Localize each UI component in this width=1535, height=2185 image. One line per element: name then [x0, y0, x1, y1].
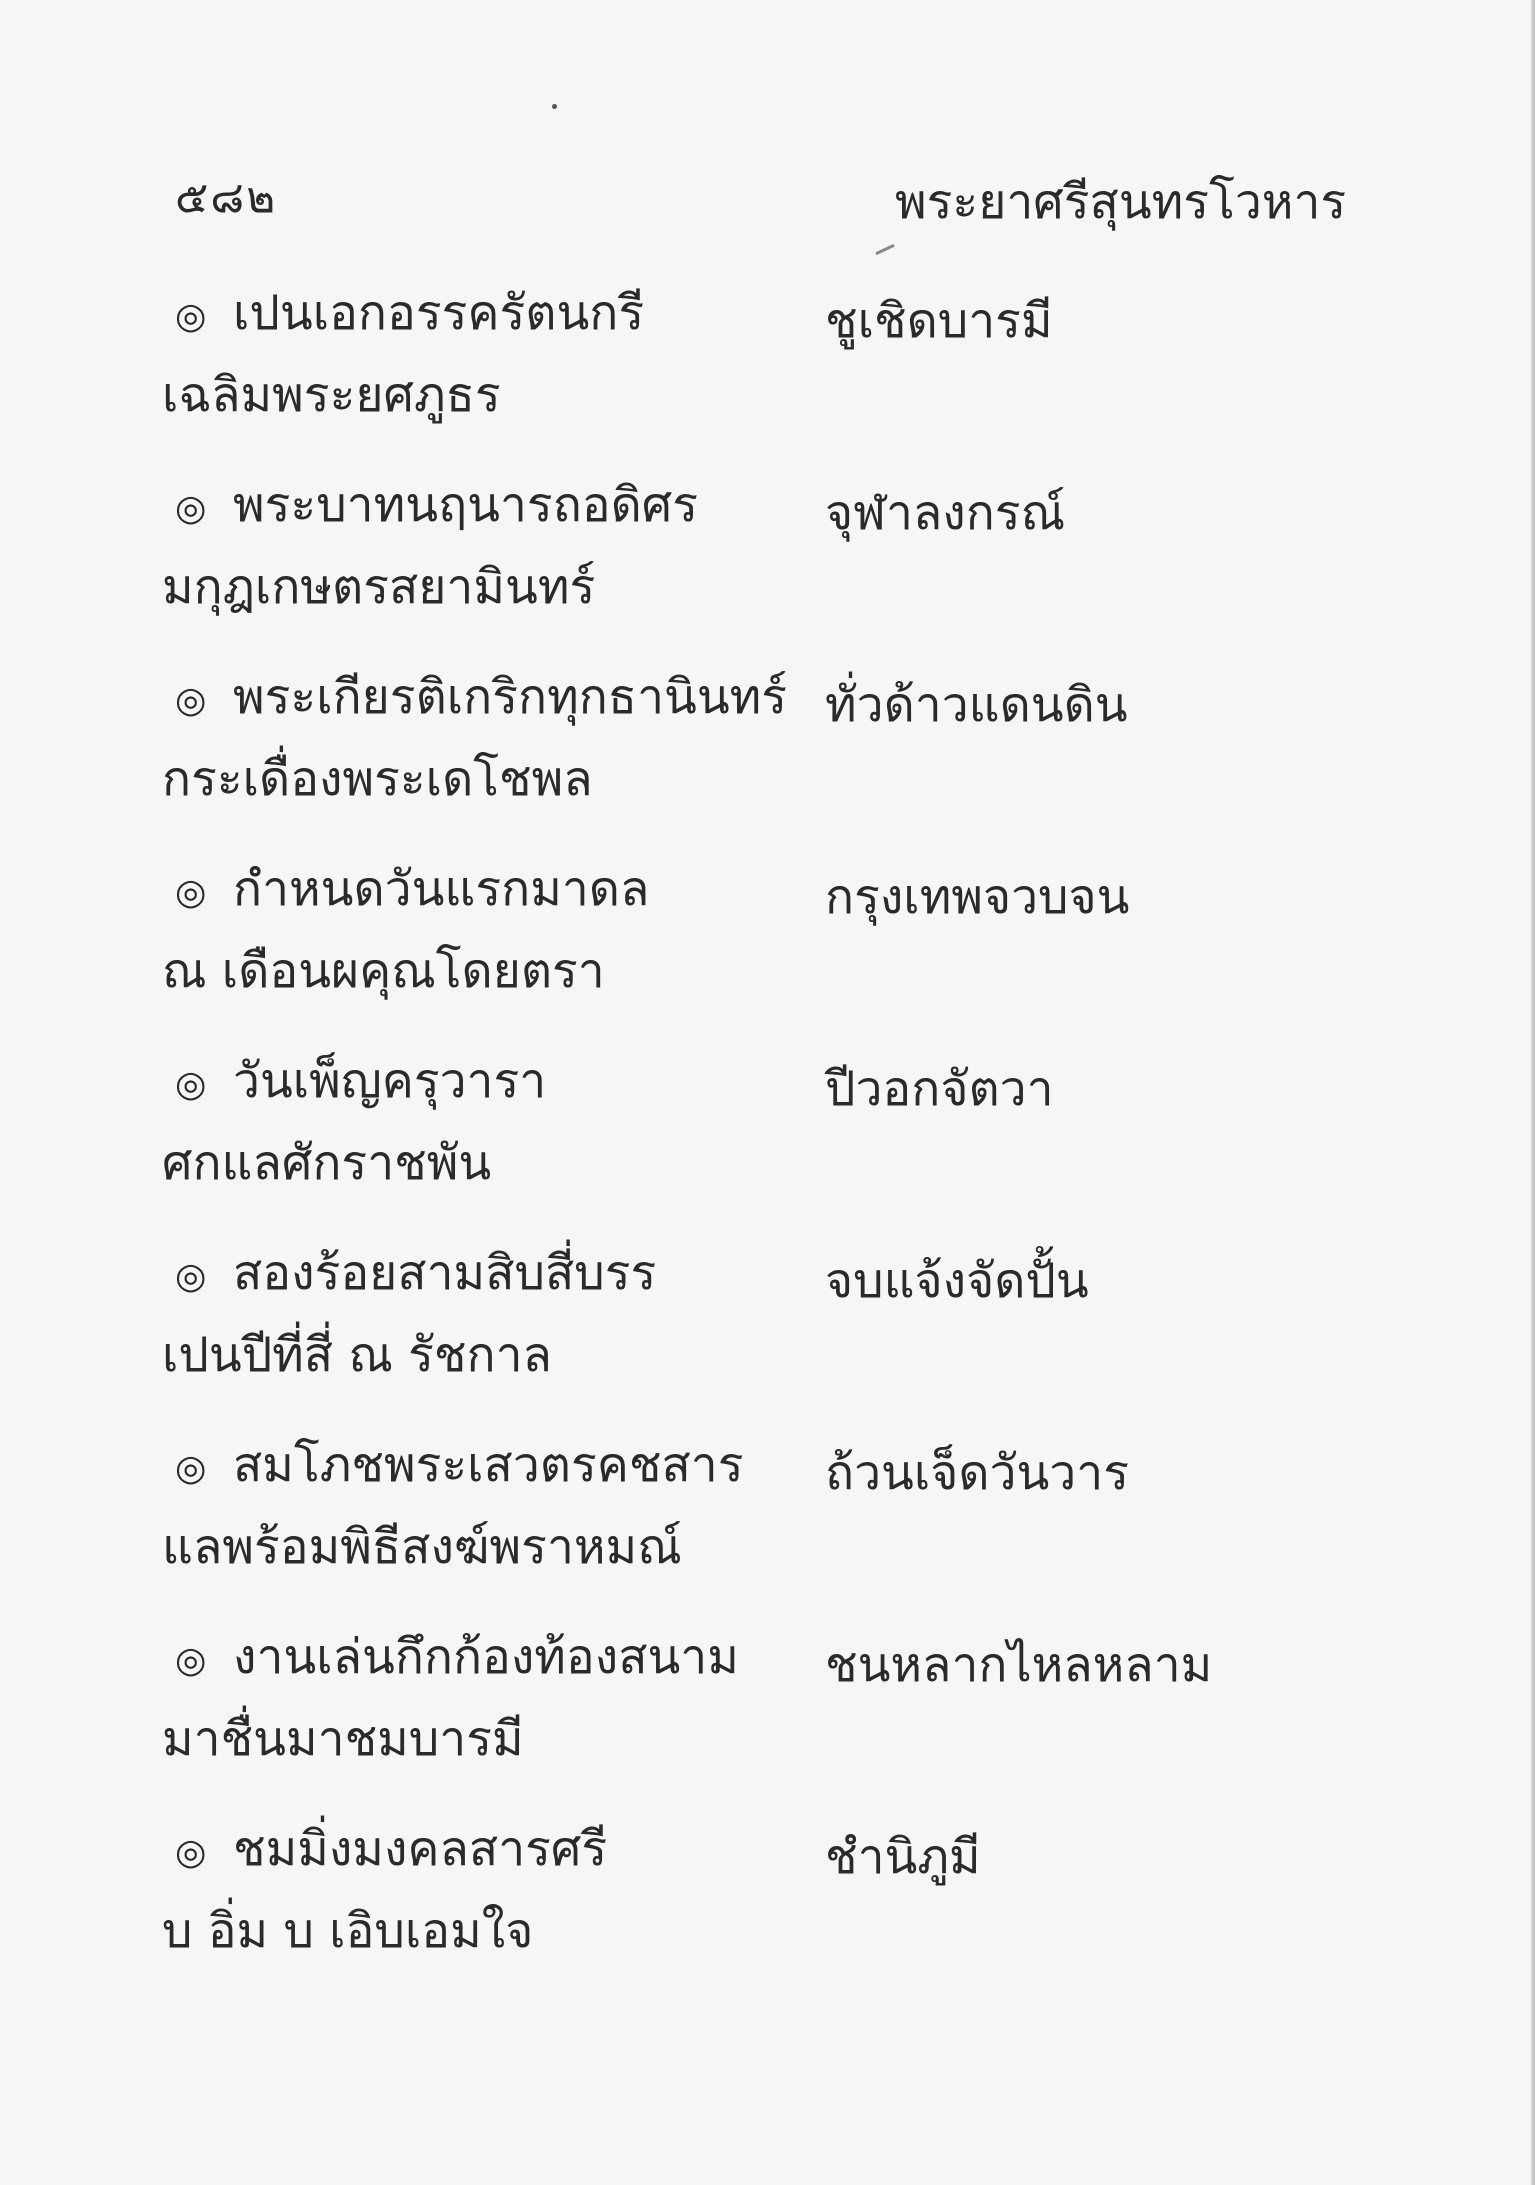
stanza-bullet-icon: ◎ — [175, 1639, 207, 1681]
stanza — [0, 1430, 1535, 1622]
verse-hemistich-2: ถ้วนเจ็ดวันวาร — [825, 1445, 1129, 1501]
verse-line-first — [175, 1238, 656, 1308]
verse-hemistich-2: กรุงเทพจวบจน — [825, 869, 1130, 925]
verse-hemistich-2: ปีวอกจัตวา — [825, 1061, 1054, 1117]
verse-line-first — [175, 854, 649, 924]
verse-line-first — [175, 1622, 739, 1692]
verse-line-first — [175, 1814, 607, 1884]
verse-line-first — [175, 470, 698, 540]
stanza — [0, 1814, 1535, 2006]
stanza — [0, 854, 1535, 1046]
verse-hemistich-1: กำหนดวันแรกมาดล — [233, 861, 650, 917]
verse-line-second: มาชื่นมาชมบารมี — [162, 1711, 524, 1767]
stanza-bullet-icon: ◎ — [175, 487, 207, 529]
stanza-bullet-icon: ◎ — [175, 295, 207, 337]
verse-line-second: กระเดื่องพระเดโชพล — [162, 751, 593, 807]
verse-line-second: บ อิ่ม บ เอิบเอมใจ — [162, 1903, 534, 1959]
verse-hemistich-2: จุฬาลงกรณ์ — [825, 485, 1066, 541]
verse-hemistich-1: พระเกียรติเกริกทุกธานินทร์ — [233, 669, 788, 725]
verse-hemistich-1: วันเพ็ญครุวารา — [233, 1053, 547, 1109]
stanza — [0, 1046, 1535, 1238]
stanza-bullet-icon: ◎ — [175, 1447, 207, 1489]
stanza — [0, 1622, 1535, 1814]
verse-list — [0, 278, 1535, 2006]
page-number: ๕๘๒ — [175, 172, 278, 223]
verse-line-first — [175, 278, 644, 348]
verse-line-first — [175, 1430, 743, 1500]
verse-line-second: ณ เดือนผคุณโดยตรา — [162, 943, 605, 999]
verse-line-first — [175, 1046, 546, 1116]
stanza-bullet-icon: ◎ — [175, 871, 207, 913]
stanza-bullet-icon: ◎ — [175, 1831, 207, 1873]
stanza-bullet-icon: ◎ — [175, 1063, 207, 1105]
stanza-bullet-icon: ◎ — [175, 679, 207, 721]
verse-hemistich-2: ทั่วด้าวแดนดิน — [825, 677, 1128, 733]
verse-hemistich-1: ชมมิ่งมงคลสารศรี — [233, 1821, 608, 1877]
running-header-author: พระยาศรีสุนทรโวหาร — [895, 174, 1347, 230]
verse-hemistich-1: พระบาทนฤนารถอดิศร — [233, 477, 698, 533]
verse-line-second: แลพร้อมพิธีสงฆ์พราหมณ์ — [162, 1519, 682, 1575]
verse-hemistich-2: ชนหลากไหลหลาม — [825, 1637, 1213, 1693]
verse-line-second: เฉลิมพระยศภูธร — [162, 367, 501, 423]
stanza — [0, 662, 1535, 854]
stanza — [0, 470, 1535, 662]
verse-hemistich-1: งานเล่นกึกก้องท้องสนาม — [233, 1629, 739, 1685]
verse-hemistich-1: สมโภชพระเสวตรคชสาร — [233, 1437, 744, 1493]
ink-mark — [875, 244, 894, 255]
verse-hemistich-2: ชำนิภูมี — [825, 1829, 981, 1885]
verse-hemistich-2: จบแจ้งจัดปั้น — [825, 1253, 1089, 1309]
verse-hemistich-1: เปนเอกอรรครัตนกรี — [233, 285, 645, 341]
stanza — [0, 1238, 1535, 1430]
verse-line-second: ศกแลศักราชพัน — [162, 1135, 492, 1191]
verse-line-first — [175, 662, 787, 732]
verse-line-second: เปนปีที่สี่ ณ รัชกาล — [162, 1327, 552, 1383]
ink-speck — [552, 104, 557, 109]
verse-line-second: มกุฎเกษตรสยามินทร์ — [162, 559, 596, 615]
verse-hemistich-1: สองร้อยสามสิบสี่บรร — [233, 1245, 657, 1301]
stanza-bullet-icon: ◎ — [175, 1255, 207, 1297]
verse-hemistich-2: ชูเชิดบารมี — [825, 293, 1053, 349]
stanza — [0, 278, 1535, 470]
